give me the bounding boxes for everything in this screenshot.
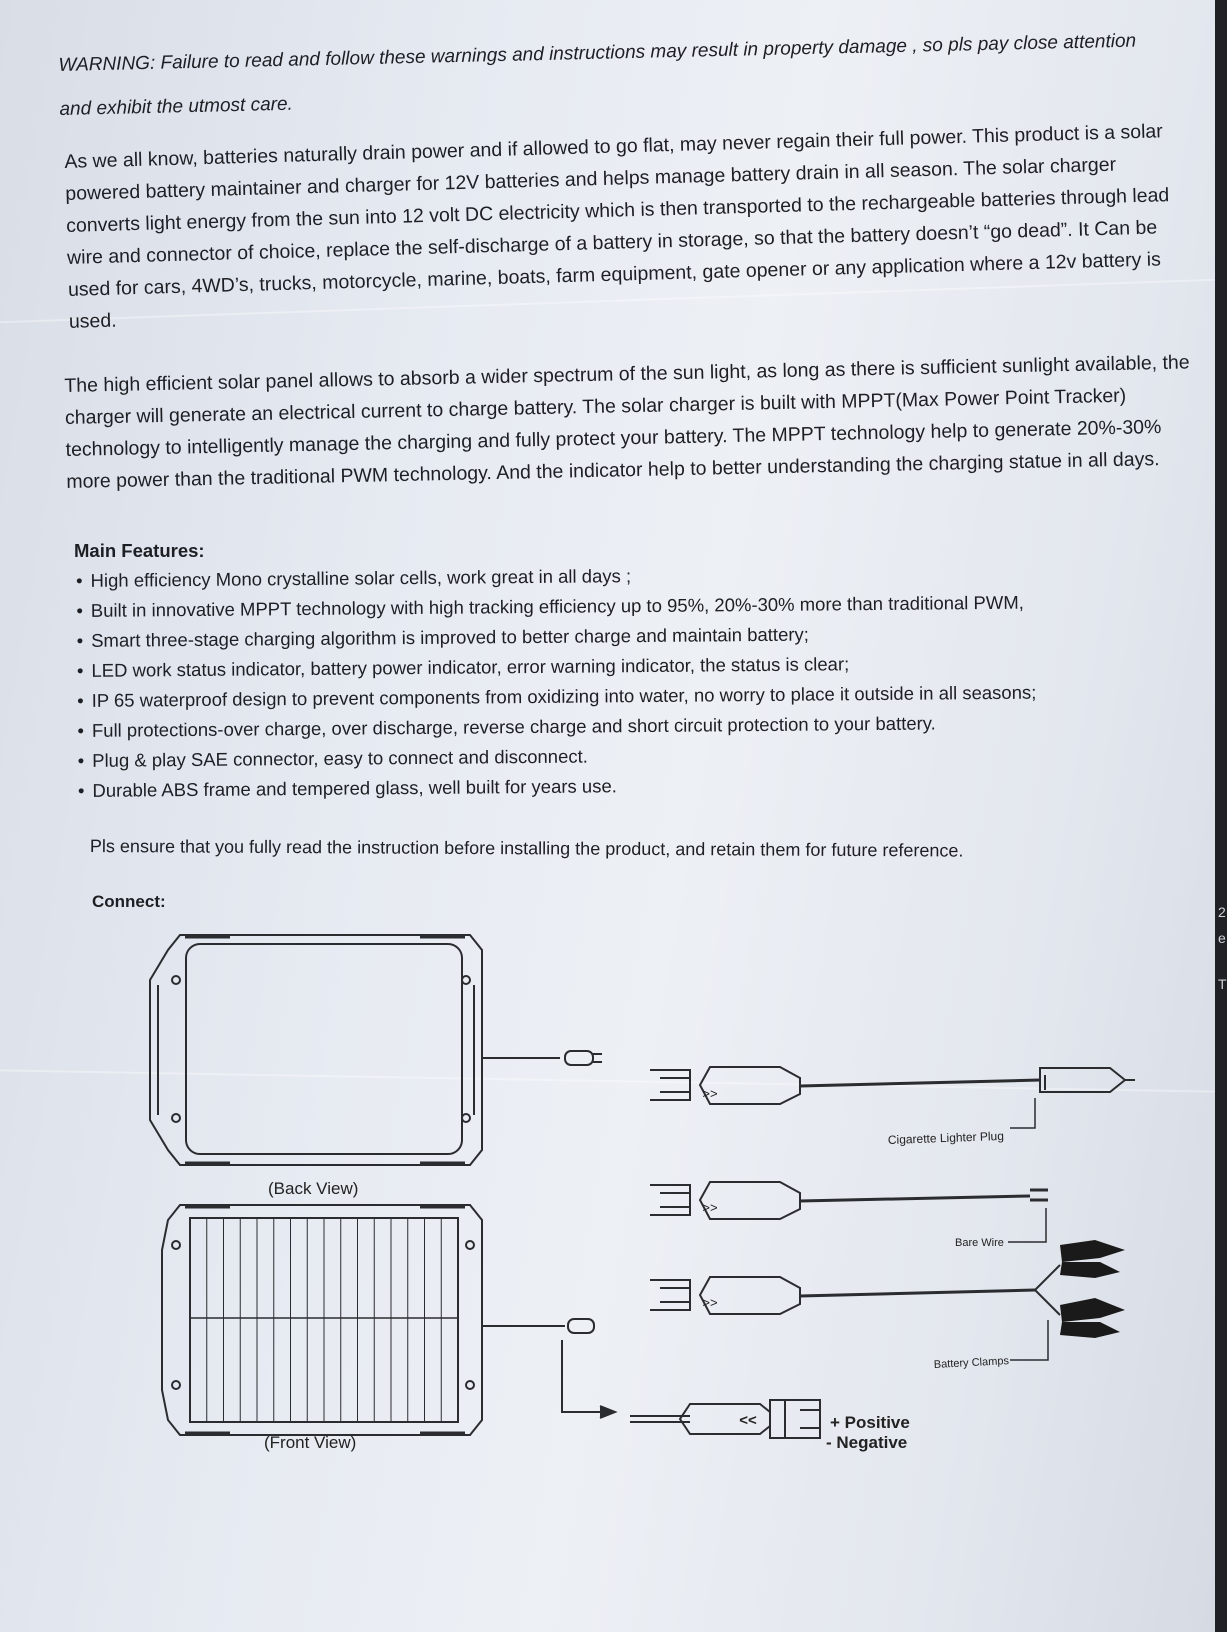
positive-label: + Positive — [830, 1413, 910, 1432]
negative-label: - Negative — [826, 1433, 908, 1452]
feature-item: • Smart three-stage charging algorithm is improved to better charge and maintain battery; — [77, 618, 1036, 656]
feature-item: • LED work status indicator, battery power indicator, error warning indicator, the status is clear; — [77, 648, 1036, 686]
feature-item: • Full protections-over charge, over discharge, reverse charge and short circuit protection to your battery. — [77, 708, 1036, 746]
polarity-connector — [630, 1400, 820, 1438]
feature-item: • Plug & play SAE connector, easy to connect and disconnect. — [78, 738, 1037, 776]
features-title: Main Features: — [74, 540, 205, 561]
connector-arrow-line — [562, 1340, 615, 1412]
front-view-label: (Front View) — [264, 1433, 357, 1452]
front-view-panel — [162, 1205, 482, 1435]
cigarette-lighter-label: Cigarette Lighter Plug — [887, 1128, 1005, 1147]
ensure-note: Pls ensure that you fully read the instruction before installing the product, and retain them for future reference. — [89, 836, 964, 861]
warning-text: WARNING: Failure to read and follow these warnings and instructions may result in property damage , so pls pay close attention and exhibit the utmost care. — [58, 30, 1137, 120]
sae-plug-icon — [565, 1051, 593, 1065]
sae-plug-icon — [568, 1319, 594, 1333]
background-edge — [1215, 0, 1227, 1632]
mppt-paragraph: The high efficient solar panel allows to absorb a wider spectrum of the sun light, as long as there is sufficient sunlight available, the charger will generate an electrical current to charge battery. The solar charger is built with MPPT(Max Power Point Tracker) technology to intelligently manage the charging and fully protect your battery. The MPPT technology help to generate 20%-30% more power than the traditional PWM technology. And the indicator help to better understanding the charging statue in all days. — [64, 351, 1190, 493]
bare-wire-label: Bare Wire — [955, 1237, 1004, 1249]
battery-clamps-cable — [650, 1265, 1060, 1360]
feature-item: • High efficiency Mono crystalline solar cells, work great in all days ; — [76, 558, 1035, 596]
feature-item: • Durable ABS frame and tempered glass, well built for years use. — [78, 768, 1037, 806]
arrow-mark: >> — [702, 1086, 718, 1101]
battery-clamps-label: Battery Clamps — [933, 1355, 1010, 1371]
connect-title: Connect: — [92, 892, 166, 911]
intro-paragraph: As we all know, batteries naturally drain power and if allowed to go flat, may never regain their full power. This product is a solar powered battery maintainer and charger for 12V batteries and helps manage battery drain in all season. The solar charger converts light energy from the sun into 12 volt DC electricity which is then transported to the rechargeable batteries through lead wire and connector of choice, replace the self-discharge of a battery in storage, so that the battery doesn’t “go dead”. It Can be used for cars, 4WD’s, trucks, motorcycle, marine, boats, farm equipment, gate opener or any application where a 12v battery is used. — [64, 120, 1170, 333]
back-view-label: (Back View) — [268, 1179, 359, 1198]
edge-char: e — [1218, 930, 1226, 946]
cigarette-lighter-cable — [650, 1067, 1135, 1128]
arrow-mark: >> — [702, 1200, 718, 1215]
feature-item: • IP 65 waterproof design to prevent components from oxidizing into water, no worry to place it outside in all seasons; — [77, 678, 1036, 716]
arrow-mark: << — [739, 1412, 757, 1429]
solar-cell-grid — [207, 1218, 442, 1422]
battery-clamp-icons — [1060, 1240, 1125, 1338]
edge-char: 2 — [1218, 904, 1226, 920]
edge-char: T — [1218, 976, 1227, 992]
feature-item: • Built in innovative MPPT technology with high tracking efficiency up to 95%, 20%-30% more than traditional PWM, — [76, 588, 1035, 626]
back-view-panel — [150, 935, 482, 1165]
arrow-mark: >> — [702, 1295, 718, 1310]
